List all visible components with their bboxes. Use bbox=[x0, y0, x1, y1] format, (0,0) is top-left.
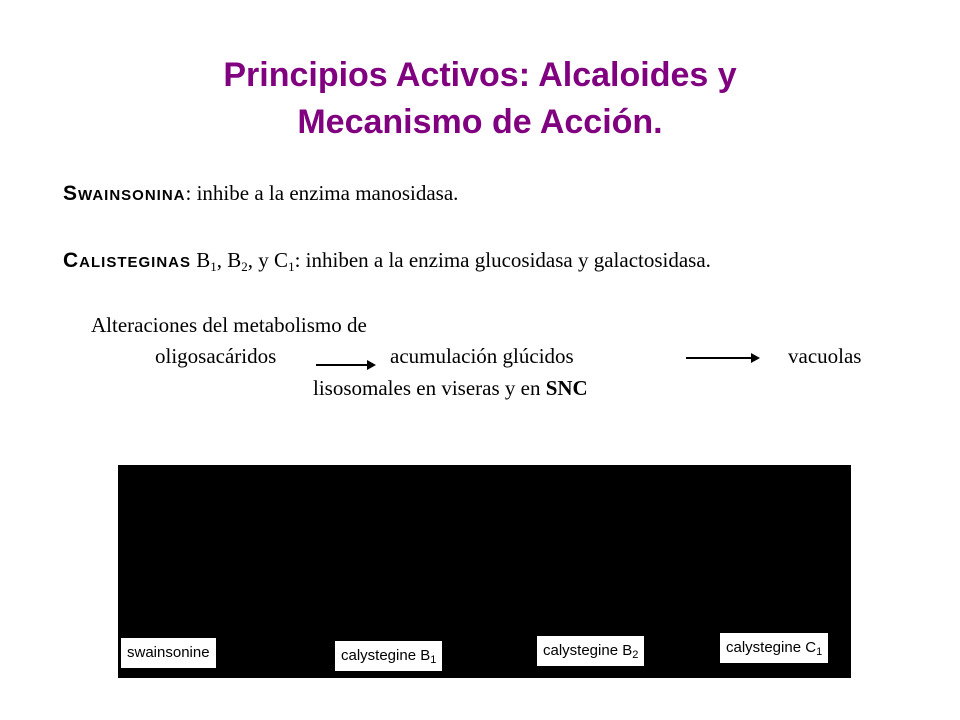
calisteginas-b2: , B bbox=[216, 248, 242, 272]
alteraciones-line-3 bbox=[313, 376, 588, 401]
calisteginas-b: B bbox=[191, 248, 211, 272]
swainsonina-term: Swainsonina bbox=[63, 182, 186, 205]
calisteginas-text: : inhiben a la enzima glucosidasa y galactosidasa. bbox=[294, 248, 711, 272]
snc-text: SNC bbox=[545, 376, 588, 400]
label-letter: C bbox=[805, 639, 817, 656]
slide-title bbox=[80, 52, 880, 146]
calisteginas-c1-sub: 1 bbox=[288, 259, 295, 274]
swainsonina-text: : inhibe a la enzima manosidasa. bbox=[185, 181, 459, 205]
label-calystegine-b1 bbox=[335, 641, 442, 671]
label-name: calystegine bbox=[543, 642, 623, 659]
label-swainsonine: swainsonine bbox=[121, 638, 216, 668]
label-sub: 1 bbox=[816, 646, 823, 658]
alteraciones-line-1: Alteraciones del metabolismo de bbox=[91, 313, 367, 337]
swainsonina-line bbox=[63, 181, 458, 206]
word-oligosacaridos: oligosacáridos bbox=[155, 344, 277, 368]
calisteginas-line bbox=[63, 248, 711, 273]
title-line-1: Principios Activos: Alcaloides y bbox=[223, 56, 737, 94]
calisteginas-term: Calisteginas bbox=[63, 249, 192, 272]
label-letter: B bbox=[622, 642, 633, 659]
word-acumulacion: acumulación glúcidos bbox=[390, 344, 574, 368]
label-letter: B bbox=[420, 647, 431, 664]
label-sub: 2 bbox=[632, 649, 639, 661]
calisteginas-b1-sub: 1 bbox=[210, 259, 217, 274]
calisteginas-c: , y C bbox=[247, 248, 289, 272]
arrow-right-icon bbox=[316, 364, 374, 366]
label-name: calystegine bbox=[726, 639, 806, 656]
arrow-right-icon bbox=[686, 357, 758, 359]
label-name: calystegine bbox=[341, 647, 421, 664]
label-calystegine-b2 bbox=[537, 636, 644, 666]
label-calystegine-c1 bbox=[720, 633, 828, 663]
alteraciones-line-3-text: lisosomales en viseras y en bbox=[313, 376, 546, 400]
label-sub: 1 bbox=[430, 654, 437, 666]
title-line-2: Mecanismo de Acción. bbox=[297, 103, 663, 141]
word-vacuolas: vacuolas bbox=[788, 344, 862, 368]
calisteginas-b2-sub: 2 bbox=[241, 259, 248, 274]
